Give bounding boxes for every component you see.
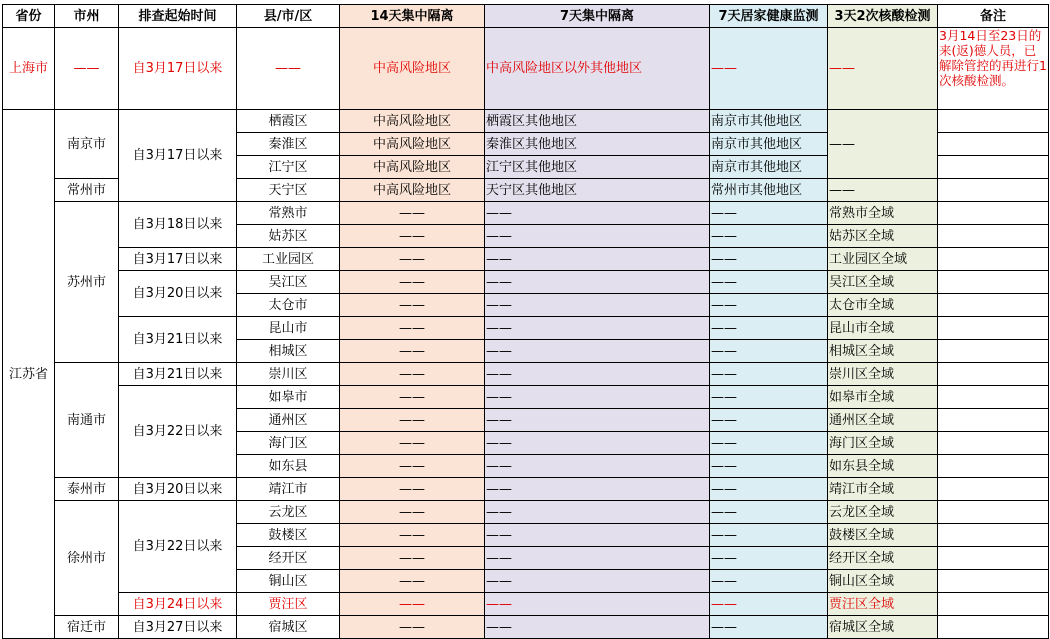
q14-cell: —— [340, 455, 485, 478]
q7-cell: —— [485, 524, 710, 547]
district-cell: 如皋市 [237, 386, 340, 409]
home7-cell: —— [710, 317, 828, 340]
col-province: 省份 [3, 5, 55, 28]
remarks-cell [938, 294, 1049, 317]
q14-cell: —— [340, 593, 485, 616]
q7-cell: —— [485, 547, 710, 570]
test-cell: 靖江市全域 [828, 478, 938, 501]
district-cell: 鼓楼区 [237, 524, 340, 547]
col-14day-quarantine: 14天集中隔离 [340, 5, 485, 28]
remarks-cell [938, 340, 1049, 363]
start-cell: 自3月22日以来 [119, 501, 237, 593]
home7-cell: —— [710, 202, 828, 225]
q14-cell: —— [340, 225, 485, 248]
province-cell: 江苏省 [3, 110, 55, 639]
home7-cell: —— [710, 386, 828, 409]
home7-cell: 南京市其他地区 [710, 156, 828, 179]
district-cell: 宿城区 [237, 616, 340, 639]
test-cell: —— [828, 179, 938, 202]
q7-cell: —— [485, 570, 710, 593]
q7-cell: —— [485, 271, 710, 294]
district-cell: —— [237, 28, 340, 110]
remarks-cell [938, 248, 1049, 271]
remarks-cell [938, 501, 1049, 524]
test-cell: 铜山区全域 [828, 570, 938, 593]
test-cell: 姑苏区全域 [828, 225, 938, 248]
district-cell: 通州区 [237, 409, 340, 432]
test-cell: 宿城区全域 [828, 616, 938, 639]
q14-cell: —— [340, 547, 485, 570]
district-cell: 姑苏区 [237, 225, 340, 248]
q14-cell: —— [340, 271, 485, 294]
start-cell: 自3月22日以来 [119, 386, 237, 478]
remarks-cell [938, 478, 1049, 501]
q14-cell: —— [340, 317, 485, 340]
test-cell: 通州区全域 [828, 409, 938, 432]
home7-cell: —— [710, 248, 828, 271]
q7-cell: —— [485, 363, 710, 386]
q14-cell: —— [340, 570, 485, 593]
district-cell: 云龙区 [237, 501, 340, 524]
province-cell: 上海市 [3, 28, 55, 110]
col-nucleic-test: 3天2次核酸检测 [828, 5, 938, 28]
home7-cell: 南京市其他地区 [710, 110, 828, 133]
remarks-cell [938, 363, 1049, 386]
home7-cell: 常州市其他地区 [710, 179, 828, 202]
district-cell: 昆山市 [237, 317, 340, 340]
table-row [3, 248, 1049, 271]
city-cell: 徐州市 [55, 501, 119, 616]
remarks-cell [938, 570, 1049, 593]
remarks-cell [938, 386, 1049, 409]
q14-cell: —— [340, 363, 485, 386]
table-row [3, 386, 1049, 409]
start-cell: 自3月24日以来 [119, 593, 237, 616]
remarks-cell [938, 133, 1049, 156]
table-row [3, 271, 1049, 294]
q7-cell: —— [485, 294, 710, 317]
remarks-cell: 3月14日至23日的来(返)德人员，已解除管控的再进行1次核酸检测。 [938, 28, 1049, 110]
remarks-cell [938, 225, 1049, 248]
q7-cell: —— [485, 455, 710, 478]
col-district: 县/市/区 [237, 5, 340, 28]
table-row [3, 501, 1049, 524]
district-cell: 秦淮区 [237, 133, 340, 156]
home7-cell: —— [710, 28, 828, 110]
q7-cell: 中高风险地区以外其他地区 [485, 28, 710, 110]
q14-cell: 中高风险地区 [340, 179, 485, 202]
city-cell: 常州市 [55, 179, 119, 202]
home7-cell: —— [710, 501, 828, 524]
table-row [3, 317, 1049, 340]
test-cell: 如皋市全域 [828, 386, 938, 409]
district-cell: 吴江区 [237, 271, 340, 294]
start-cell: 自3月20日以来 [119, 271, 237, 317]
q14-cell: 中高风险地区 [340, 110, 485, 133]
test-cell: 昆山市全域 [828, 317, 938, 340]
home7-cell: —— [710, 616, 828, 639]
district-cell: 如东县 [237, 455, 340, 478]
test-cell: 经开区全域 [828, 547, 938, 570]
start-cell: 自3月17日以来 [119, 110, 237, 202]
remarks-cell [938, 409, 1049, 432]
test-cell: 吴江区全域 [828, 271, 938, 294]
q7-cell: —— [485, 386, 710, 409]
q14-cell: —— [340, 340, 485, 363]
city-cell: 南京市 [55, 110, 119, 179]
remarks-cell [938, 616, 1049, 639]
district-cell: 工业园区 [237, 248, 340, 271]
test-cell: 贾汪区全域 [828, 593, 938, 616]
home7-cell: —— [710, 294, 828, 317]
q14-cell: —— [340, 202, 485, 225]
home7-cell: —— [710, 340, 828, 363]
q14-cell: 中高风险地区 [340, 156, 485, 179]
remarks-cell [938, 317, 1049, 340]
table-row [3, 110, 1049, 133]
district-cell: 太仓市 [237, 294, 340, 317]
test-cell: 崇川区全域 [828, 363, 938, 386]
home7-cell: —— [710, 547, 828, 570]
test-cell: 相城区全域 [828, 340, 938, 363]
remarks-cell [938, 202, 1049, 225]
q14-cell: —— [340, 294, 485, 317]
home7-cell: —— [710, 570, 828, 593]
q14-cell: —— [340, 616, 485, 639]
start-cell: 自3月18日以来 [119, 202, 237, 248]
remarks-cell [938, 593, 1049, 616]
q7-cell: 秦淮区其他地区 [485, 133, 710, 156]
test-cell: 海门区全域 [828, 432, 938, 455]
home7-cell: —— [710, 271, 828, 294]
home7-cell: —— [710, 225, 828, 248]
remarks-cell [938, 271, 1049, 294]
district-cell: 海门区 [237, 432, 340, 455]
q14-cell: 中高风险地区 [340, 133, 485, 156]
remarks-cell [938, 455, 1049, 478]
q14-cell: —— [340, 432, 485, 455]
q14-cell: —— [340, 409, 485, 432]
city-cell: 泰州市 [55, 478, 119, 501]
test-cell: 如东县全域 [828, 455, 938, 478]
home7-cell: —— [710, 363, 828, 386]
district-cell: 贾汪区 [237, 593, 340, 616]
district-cell: 相城区 [237, 340, 340, 363]
table-row [3, 616, 1049, 639]
q14-cell: —— [340, 524, 485, 547]
test-cell: 工业园区全域 [828, 248, 938, 271]
home7-cell: —— [710, 409, 828, 432]
district-cell: 江宁区 [237, 156, 340, 179]
home7-cell: —— [710, 455, 828, 478]
q14-cell: —— [340, 248, 485, 271]
q14-cell: 中高风险地区 [340, 28, 485, 110]
q7-cell: —— [485, 432, 710, 455]
home7-cell: —— [710, 524, 828, 547]
col-7day-quarantine: 7天集中隔离 [485, 5, 710, 28]
q7-cell: —— [485, 478, 710, 501]
remarks-cell [938, 547, 1049, 570]
district-cell: 天宁区 [237, 179, 340, 202]
q7-cell: —— [485, 409, 710, 432]
start-cell: 自3月27日以来 [119, 616, 237, 639]
col-start-time: 排查起始时间 [119, 5, 237, 28]
q7-cell: —— [485, 340, 710, 363]
q7-cell: —— [485, 248, 710, 271]
district-cell: 靖江市 [237, 478, 340, 501]
test-cell: 常熟市全域 [828, 202, 938, 225]
city-cell: 宿迁市 [55, 616, 119, 639]
q7-cell: —— [485, 317, 710, 340]
col-city: 市州 [55, 5, 119, 28]
q7-cell: 江宁区其他地区 [485, 156, 710, 179]
remarks-cell [938, 110, 1049, 133]
col-remarks: 备注 [938, 5, 1049, 28]
risk-area-table [2, 4, 1049, 639]
table-row [3, 478, 1049, 501]
district-cell: 铜山区 [237, 570, 340, 593]
remarks-cell [938, 524, 1049, 547]
test-cell: —— [828, 110, 938, 179]
q7-cell: —— [485, 593, 710, 616]
district-cell: 栖霞区 [237, 110, 340, 133]
q7-cell: —— [485, 202, 710, 225]
table-row [3, 593, 1049, 616]
district-cell: 常熟市 [237, 202, 340, 225]
q7-cell: —— [485, 616, 710, 639]
start-cell: 自3月21日以来 [119, 363, 237, 386]
q14-cell: —— [340, 386, 485, 409]
start-cell: 自3月20日以来 [119, 478, 237, 501]
remarks-cell [938, 179, 1049, 202]
city-cell: 南通市 [55, 363, 119, 478]
test-cell: 太仓市全域 [828, 294, 938, 317]
start-cell: 自3月17日以来 [119, 28, 237, 110]
col-7day-home-monitor: 7天居家健康监测 [710, 5, 828, 28]
city-cell: 苏州市 [55, 202, 119, 363]
q14-cell: —— [340, 501, 485, 524]
remarks-cell [938, 156, 1049, 179]
table-row [3, 202, 1049, 225]
start-cell: 自3月21日以来 [119, 317, 237, 363]
q7-cell: —— [485, 501, 710, 524]
home7-cell: —— [710, 432, 828, 455]
district-cell: 崇川区 [237, 363, 340, 386]
q7-cell: —— [485, 225, 710, 248]
district-cell: 经开区 [237, 547, 340, 570]
test-cell: 鼓楼区全域 [828, 524, 938, 547]
home7-cell: 南京市其他地区 [710, 133, 828, 156]
jiangsu-body [3, 110, 1049, 639]
q7-cell: 栖霞区其他地区 [485, 110, 710, 133]
table-row [3, 363, 1049, 386]
home7-cell: —— [710, 478, 828, 501]
test-cell: 云龙区全域 [828, 501, 938, 524]
q14-cell: —— [340, 478, 485, 501]
header-row [3, 5, 1049, 28]
table-row [3, 28, 1049, 110]
city-cell: —— [55, 28, 119, 110]
q7-cell: 天宁区其他地区 [485, 179, 710, 202]
remarks-cell [938, 432, 1049, 455]
home7-cell: —— [710, 593, 828, 616]
start-cell: 自3月17日以来 [119, 248, 237, 271]
test-cell: —— [828, 28, 938, 110]
